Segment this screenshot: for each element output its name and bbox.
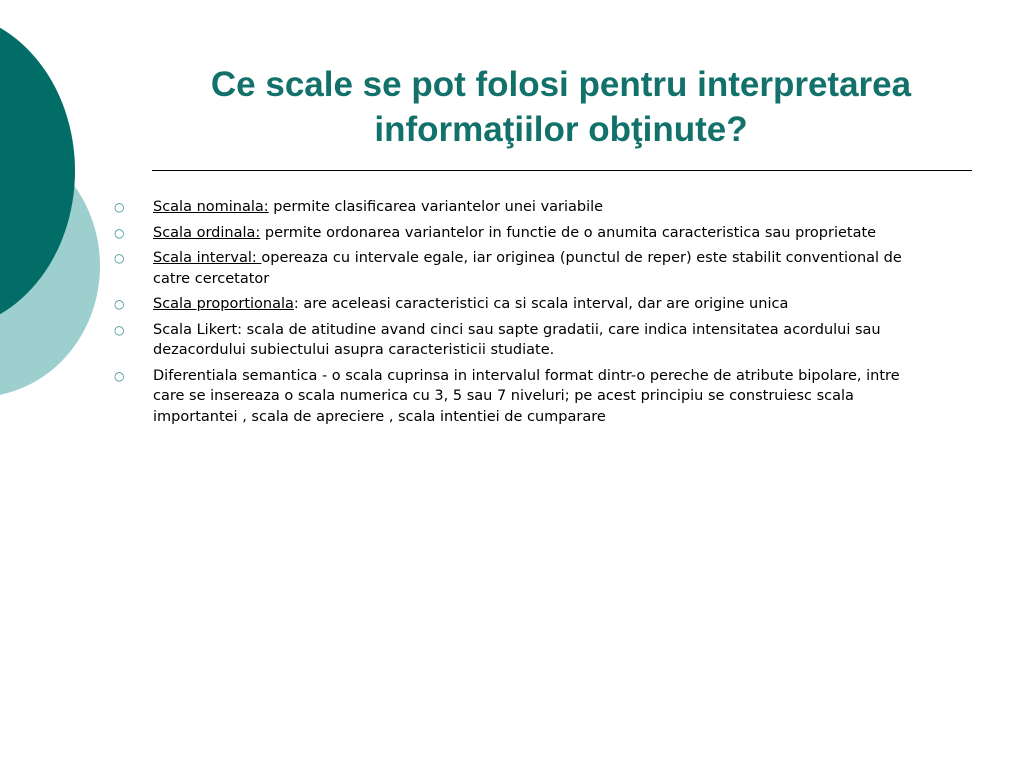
bullet-item-scala-proportionala (110, 294, 920, 315)
bullet-item-diferentiala-semantica (110, 366, 920, 428)
bullet-term: Scala ordinala: (153, 224, 261, 241)
bullet-item-scala-nominala (110, 197, 920, 218)
bullet-circle-icon: ○ (114, 200, 125, 214)
bullet-item-scala-likert (110, 320, 920, 361)
bullet-term: Scala interval: (153, 250, 262, 266)
bullet-circle-icon: ○ (114, 225, 125, 240)
bullet-term: Scala nominala: (153, 199, 269, 215)
bullet-circle-icon: ○ (114, 297, 125, 311)
bullet-list (110, 197, 920, 432)
slide-title (150, 62, 972, 152)
title-divider (152, 170, 972, 171)
slide-title-line-1: Ce scale se pot folosi pentru interpretarea (210, 65, 912, 104)
bullet-text: permite clasificarea variantelor unei variabile (268, 199, 604, 215)
bullet-text: Diferentiala semantica - o scala cuprinsa in intervalul format dintr-o pereche de atribute bipolare, intre care se insereaza o scala numerica cu 3, 5 sau 7 niveluri; pe acest principiu se construiesc scala importantei , scala de apreciere , scala intentiei de cumparare (153, 367, 900, 425)
slide-title-line-2: informaţiilor obţinute? (374, 110, 748, 149)
bullet-text: permite ordonarea variantelor in functie de o anumita caracteristica sau proprietate (260, 224, 877, 241)
bullet-circle-icon: ○ (114, 368, 125, 383)
bullet-circle-icon: ○ (114, 251, 125, 265)
bullet-term: Scala proportionala (153, 296, 294, 312)
bullet-text: : are aceleasi caracteristici ca si scala interval, dar are origine unica (293, 296, 789, 312)
bullet-item-scala-ordinala (110, 223, 920, 244)
bullet-item-scala-interval (110, 248, 920, 289)
bullet-text: opereaza cu intervale egale, iar originea (punctul de reper) este stabilit conventional de catre cercetator (153, 250, 902, 287)
bullet-circle-icon: ○ (114, 322, 125, 337)
bullet-text: Scala Likert: scala de atitudine avand cinci sau sapte gradatii, care indica intensitatea acordului sau dezacordului subiectului asupra caracteristicii studiate. (153, 321, 881, 358)
